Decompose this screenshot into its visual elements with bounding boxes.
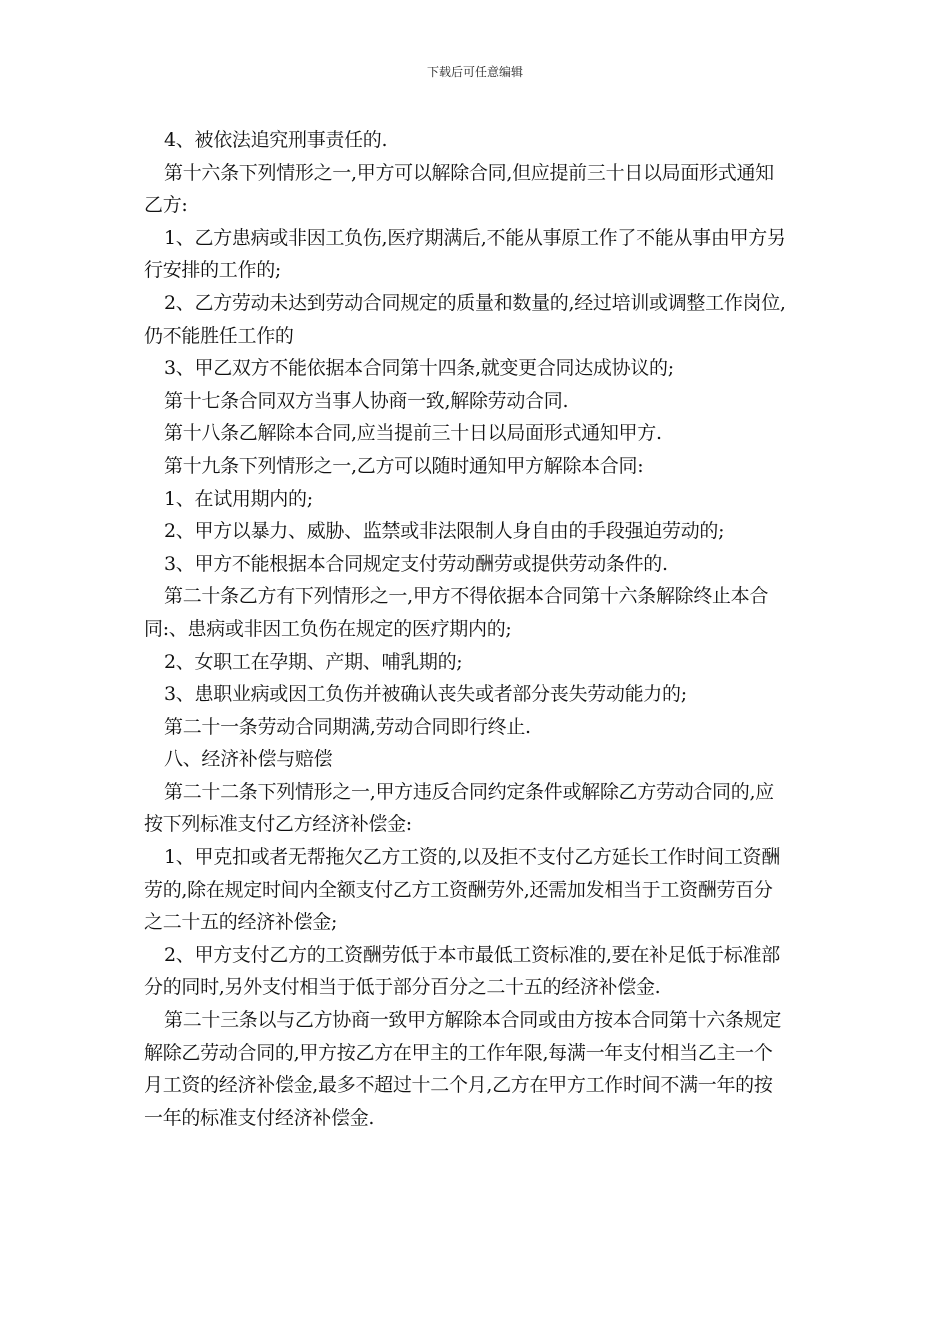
text-line: 解除乙劳动合同的,甲方按乙方在甲主的工作年限,每满一年支付相当乙主一个 bbox=[144, 1041, 773, 1064]
text-line: 行安排的工作的; bbox=[144, 259, 282, 282]
text-line: 第二十一条劳动合同期满,劳动合同即行终止. bbox=[164, 715, 531, 738]
document-body bbox=[144, 124, 808, 1134]
text-line: 2、乙方劳动未达到劳动合同规定的质量和数量的,经过培训或调整工作岗位, bbox=[164, 291, 786, 314]
text-line: 月工资的经济补偿金,最多不超过十二个月,乙方在甲方工作时间不满一年的按 bbox=[144, 1074, 773, 1097]
text-line: 第十六条下列情形之一,甲方可以解除合同,但应提前三十日以局面形式通知 bbox=[164, 161, 774, 184]
text-line: 劳的,除在规定时间内全额支付乙方工资酬劳外,还需加发相当于工资酬劳百分 bbox=[144, 878, 773, 901]
text-line: 3、甲方不能根据本合同规定支付劳动酬劳或提供劳动条件的. bbox=[164, 552, 668, 575]
text-line: 乙方: bbox=[144, 194, 188, 217]
text-line: 之二十五的经济补偿金; bbox=[144, 911, 338, 934]
text-line: 2、甲方支付乙方的工资酬劳低于本市最低工资标准的,要在补足低于标准部 bbox=[164, 943, 780, 966]
text-line: 1、乙方患病或非因工负伤,医疗期满后,不能从事原工作了不能从事由甲方另 bbox=[164, 226, 786, 249]
text-line: 3、甲乙双方不能依据本合同第十四条,就变更合同达成协议的; bbox=[164, 357, 674, 380]
text-line: 分的同时,另外支付相当于低于部分百分之二十五的经济补偿金. bbox=[144, 976, 661, 999]
page-header: 下载后可任意编辑 bbox=[426, 65, 523, 79]
text-line: 同:、患病或非因工负伤在规定的医疗期内的; bbox=[144, 617, 512, 640]
text-line: 2、女职工在孕期、产期、哺乳期的; bbox=[164, 650, 463, 673]
text-line: 按下列标准支付乙方经济补偿金: bbox=[144, 813, 412, 836]
text-line: 4、被依法追究刑事责任的. bbox=[164, 129, 388, 151]
text-line: 第二十三条以与乙方协商一致甲方解除本合同或由方按本合同第十六条规定 bbox=[164, 1009, 782, 1032]
text-line: 第二十二条下列情形之一,甲方违反合同约定条件或解除乙方劳动合同的,应 bbox=[164, 780, 774, 803]
text-line: 第十七条合同双方当事人协商一致,解除劳动合同. bbox=[164, 389, 569, 412]
text-line: 1、甲克扣或者无帮拖欠乙方工资的,以及拒不支付乙方延长工作时间工资酬 bbox=[164, 846, 780, 869]
text-line: 仍不能胜任工作的 bbox=[144, 324, 294, 347]
text-line: 一年的标准支付经济补偿金. bbox=[144, 1106, 375, 1129]
text-line: 1、在试用期内的; bbox=[164, 487, 313, 510]
text-line: 第十八条乙解除本合同,应当提前三十日以局面形式通知甲方. bbox=[164, 422, 662, 445]
text-line: 3、患职业病或因工负伤并被确认丧失或者部分丧失劳动能力的; bbox=[164, 683, 687, 706]
text-line: 八、经济补偿与赔偿 bbox=[164, 748, 333, 771]
text-line: 第十九条下列情形之一,乙方可以随时通知甲方解除本合同: bbox=[164, 454, 644, 477]
text-line: 2、甲方以暴力、威胁、监禁或非法限制人身自由的手段强迫劳动的; bbox=[164, 520, 725, 543]
text-line: 第二十条乙方有下列情形之一,甲方不得依据本合同第十六条解除终止本合 bbox=[164, 585, 769, 608]
